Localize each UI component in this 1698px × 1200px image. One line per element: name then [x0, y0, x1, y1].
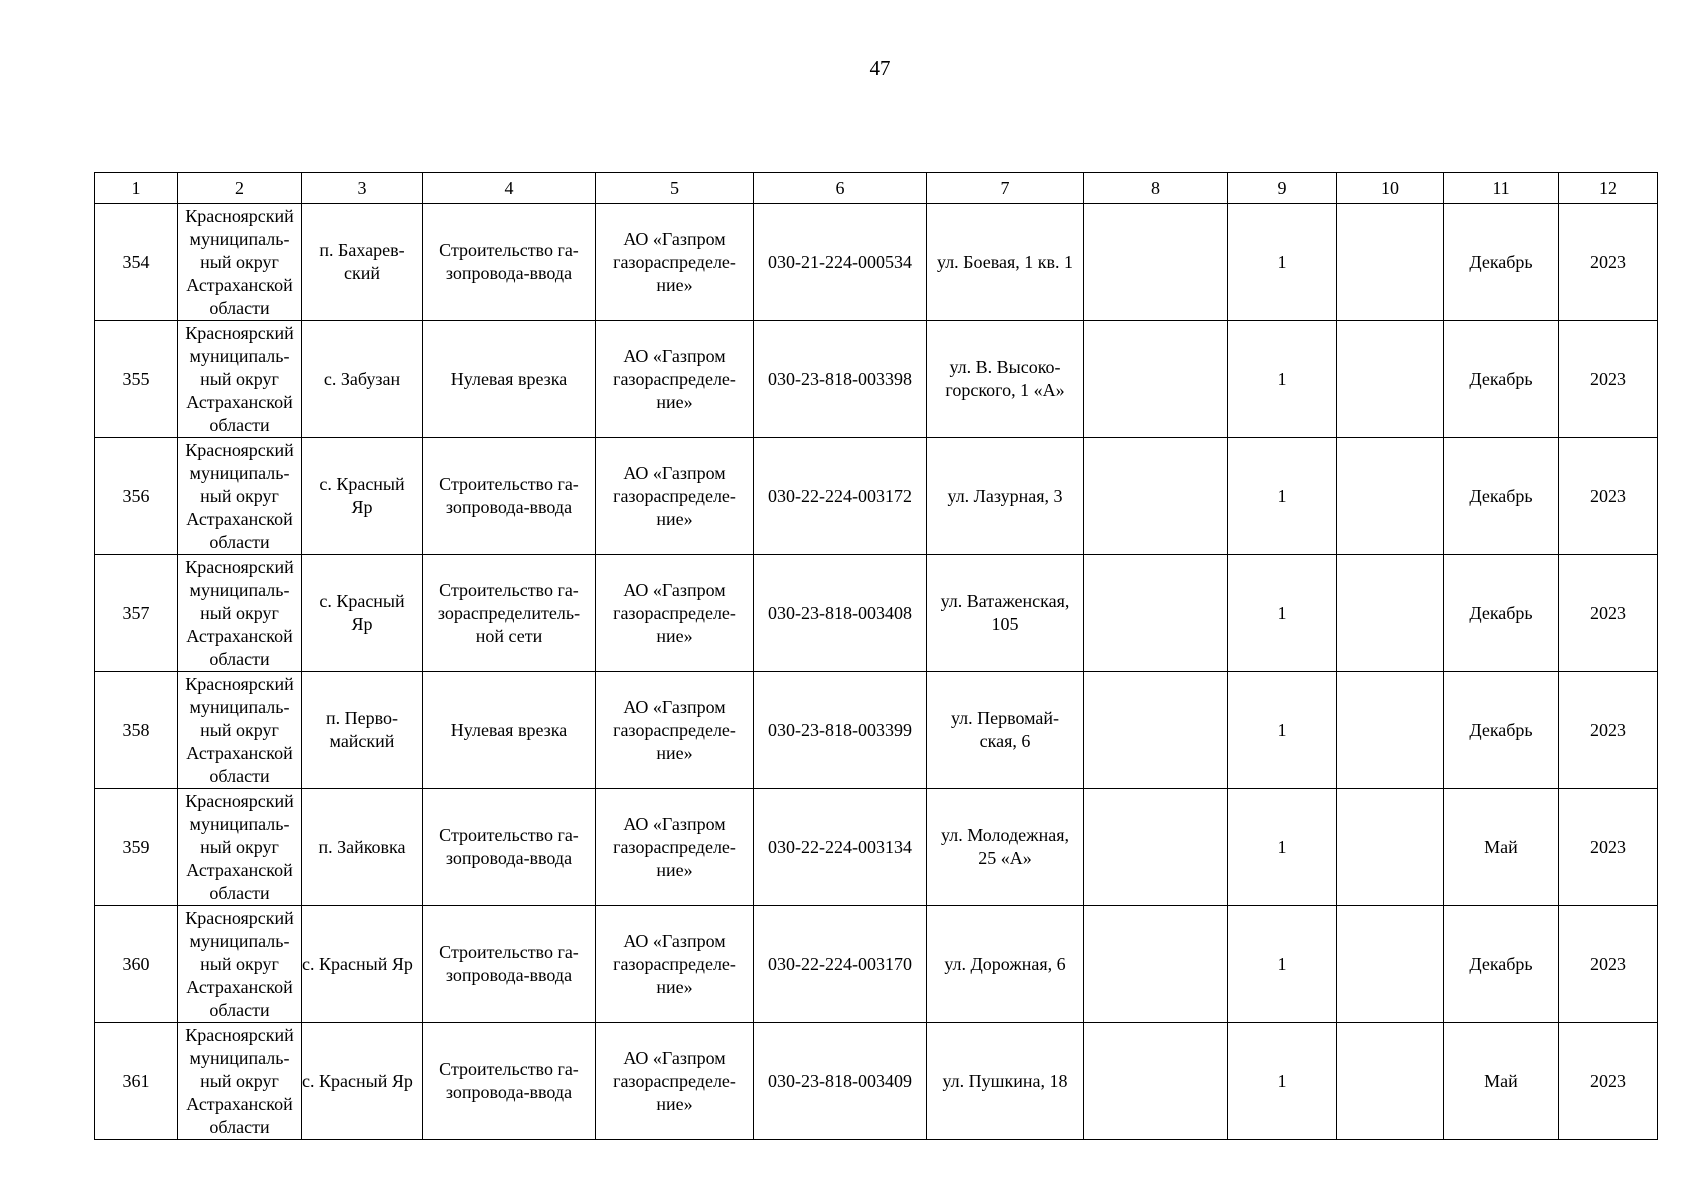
- cell-text: Красноярский муниципаль- ный округ Астраханской области: [185, 556, 294, 669]
- cell-work-type: [423, 906, 596, 1023]
- cell-text: АО «Газпром газораспределе- ние»: [613, 813, 736, 880]
- cell-organization: [596, 438, 754, 555]
- cell-settlement: [302, 906, 423, 1023]
- cell-organization: [596, 1023, 754, 1140]
- cell-address: [927, 555, 1084, 672]
- cell-settlement: [302, 321, 423, 438]
- cell-address: [927, 1023, 1084, 1140]
- cell-text: АО «Газпром газораспределе- ние»: [613, 462, 736, 529]
- cell-address: [927, 438, 1084, 555]
- table-body: [95, 204, 1658, 1140]
- cell-column-number: [95, 672, 178, 789]
- cell-text: Нулевая врезка: [450, 719, 568, 740]
- cell-year: [1559, 204, 1658, 321]
- cell-address: [927, 321, 1084, 438]
- cell-settlement: [302, 204, 423, 321]
- cell-object-id: [754, 204, 927, 321]
- cell-quantity: [1228, 672, 1337, 789]
- cell-settlement: [302, 1023, 423, 1140]
- cell-text: Май: [1484, 1070, 1518, 1091]
- cell-text: Май: [1484, 836, 1518, 857]
- column-header-3: 3: [302, 173, 423, 204]
- table-row: [95, 789, 1658, 906]
- cell-col-8: [1084, 789, 1228, 906]
- cell-col-10: [1337, 204, 1444, 321]
- column-header-9: 9: [1228, 173, 1337, 204]
- column-header-12: 12: [1559, 173, 1658, 204]
- cell-col-10: [1337, 906, 1444, 1023]
- cell-organization: [596, 321, 754, 438]
- cell-object-id: [754, 1023, 927, 1140]
- cell-municipality: [178, 555, 302, 672]
- cell-municipality: [178, 321, 302, 438]
- cell-settlement: [302, 789, 423, 906]
- cell-column-number: [95, 438, 178, 555]
- cell-text: ул. Дорожная, 6: [944, 953, 1066, 974]
- cell-quantity: [1228, 204, 1337, 321]
- cell-address: [927, 906, 1084, 1023]
- column-header-6: 6: [754, 173, 927, 204]
- table-row: [95, 906, 1658, 1023]
- cell-column-number: [95, 321, 178, 438]
- cell-address: [927, 204, 1084, 321]
- cell-month: [1444, 438, 1559, 555]
- cell-work-type: [423, 1023, 596, 1140]
- cell-text: 030-22-224-003134: [768, 836, 912, 857]
- table-row: [95, 1023, 1658, 1140]
- cell-text: Декабрь: [1469, 953, 1533, 974]
- cell-municipality: [178, 438, 302, 555]
- cell-object-id: [754, 438, 927, 555]
- column-header-8: 8: [1084, 173, 1228, 204]
- cell-col-8: [1084, 438, 1228, 555]
- cell-text: ул. Молодежная, 25 «А»: [941, 825, 1069, 868]
- cell-year: [1559, 789, 1658, 906]
- table-row: [95, 321, 1658, 438]
- cell-text: 1: [1277, 836, 1287, 857]
- cell-text: 030-21-224-000534: [768, 251, 912, 272]
- cell-text: 2023: [1590, 602, 1626, 623]
- cell-text: Красноярский муниципаль- ный округ Астраханской области: [185, 439, 294, 552]
- cell-text: 2023: [1590, 953, 1626, 974]
- cell-text: ул. Ватаженская, 105: [940, 591, 1070, 634]
- column-header-11: 11: [1444, 173, 1559, 204]
- cell-text: 2023: [1590, 719, 1626, 740]
- cell-text: Красноярский муниципаль- ный округ Астраханской области: [185, 790, 294, 903]
- cell-object-id: [754, 906, 927, 1023]
- cell-municipality: [178, 204, 302, 321]
- table-row: [95, 672, 1658, 789]
- cell-text: 2023: [1590, 1070, 1626, 1091]
- cell-quantity: [1228, 906, 1337, 1023]
- cell-year: [1559, 438, 1658, 555]
- cell-quantity: [1228, 438, 1337, 555]
- cell-quantity: [1228, 321, 1337, 438]
- cell-text: 2023: [1590, 251, 1626, 272]
- cell-col-10: [1337, 438, 1444, 555]
- cell-text: 356: [122, 485, 150, 506]
- cell-year: [1559, 555, 1658, 672]
- cell-organization: [596, 555, 754, 672]
- cell-text: 1: [1277, 602, 1287, 623]
- cell-text: АО «Газпром газораспределе- ние»: [613, 930, 736, 997]
- cell-text: Строительство га- зопровода-ввода: [439, 1059, 579, 1102]
- cell-month: [1444, 672, 1559, 789]
- cell-text: 2023: [1590, 836, 1626, 857]
- table-row: [95, 204, 1658, 321]
- cell-col-10: [1337, 321, 1444, 438]
- cell-text: 361: [122, 1070, 150, 1091]
- column-header-5: 5: [596, 173, 754, 204]
- cell-text: с. Красный Яр: [302, 953, 413, 974]
- cell-text: ул. Лазурная, 3: [947, 485, 1063, 506]
- cell-text: АО «Газпром газораспределе- ние»: [613, 696, 736, 763]
- cell-quantity: [1228, 789, 1337, 906]
- cell-text: 354: [122, 251, 150, 272]
- cell-text: АО «Газпром газораспределе- ние»: [613, 579, 736, 646]
- table-row: [95, 438, 1658, 555]
- cell-work-type: [423, 789, 596, 906]
- cell-year: [1559, 672, 1658, 789]
- cell-text: п. Бахарев- ский: [319, 240, 405, 283]
- cell-text: Строительство га- зопровода-ввода: [439, 942, 579, 985]
- cell-municipality: [178, 1023, 302, 1140]
- cell-text: ул. Пушкина, 18: [942, 1070, 1068, 1091]
- cell-text: АО «Газпром газораспределе- ние»: [613, 345, 736, 412]
- cell-text: с. Забузан: [323, 368, 401, 389]
- cell-address: [927, 789, 1084, 906]
- cell-settlement: [302, 672, 423, 789]
- cell-text: Красноярский муниципаль- ный округ Астраханской области: [185, 1024, 294, 1137]
- column-header-10: 10: [1337, 173, 1444, 204]
- cell-text: 2023: [1590, 368, 1626, 389]
- cell-col-8: [1084, 321, 1228, 438]
- cell-text: 360: [122, 953, 150, 974]
- cell-municipality: [178, 789, 302, 906]
- cell-text: АО «Газпром газораспределе- ние»: [613, 228, 736, 295]
- cell-col-10: [1337, 672, 1444, 789]
- cell-text: 357: [122, 602, 150, 623]
- column-header-4: 4: [423, 173, 596, 204]
- cell-text: ул. Первомай- ская, 6: [950, 708, 1060, 751]
- column-header-7: 7: [927, 173, 1084, 204]
- cell-text: Красноярский муниципаль- ный округ Астраханской области: [185, 205, 294, 318]
- cell-settlement: [302, 555, 423, 672]
- cell-month: [1444, 1023, 1559, 1140]
- cell-text: 030-23-818-003409: [768, 1070, 912, 1091]
- cell-address: [927, 672, 1084, 789]
- cell-text: 030-22-224-003170: [768, 953, 912, 974]
- cell-column-number: [95, 204, 178, 321]
- cell-text: Декабрь: [1469, 368, 1533, 389]
- cell-quantity: [1228, 1023, 1337, 1140]
- header-row: [95, 173, 1658, 204]
- cell-work-type: [423, 321, 596, 438]
- cell-text: 2023: [1590, 485, 1626, 506]
- cell-month: [1444, 555, 1559, 672]
- cell-column-number: [95, 906, 178, 1023]
- cell-text: с. Красный Яр: [319, 474, 405, 517]
- column-header-2: 2: [178, 173, 302, 204]
- cell-year: [1559, 321, 1658, 438]
- cell-text: 030-23-818-003398: [768, 368, 912, 389]
- cell-work-type: [423, 555, 596, 672]
- cell-text: Декабрь: [1469, 719, 1533, 740]
- cell-text: 355: [122, 368, 150, 389]
- cell-month: [1444, 906, 1559, 1023]
- cell-text: 1: [1277, 953, 1287, 974]
- cell-municipality: [178, 672, 302, 789]
- cell-text: с. Красный Яр: [302, 1070, 413, 1091]
- cell-text: 358: [122, 719, 150, 740]
- cell-object-id: [754, 672, 927, 789]
- cell-text: 1: [1277, 251, 1287, 272]
- cell-text: Нулевая врезка: [450, 368, 568, 389]
- cell-month: [1444, 789, 1559, 906]
- cell-text: 1: [1277, 719, 1287, 740]
- cell-text: 1: [1277, 1070, 1287, 1091]
- table-row: [95, 555, 1658, 672]
- cell-text: 030-22-224-003172: [768, 485, 912, 506]
- cell-month: [1444, 204, 1559, 321]
- cell-col-8: [1084, 672, 1228, 789]
- cell-column-number: [95, 555, 178, 672]
- cell-object-id: [754, 555, 927, 672]
- cell-text: 1: [1277, 485, 1287, 506]
- cell-year: [1559, 1023, 1658, 1140]
- cell-text: Строительство га- зопровода-ввода: [439, 825, 579, 868]
- cell-settlement: [302, 438, 423, 555]
- cell-text: с. Красный Яр: [319, 591, 405, 634]
- cell-text: 030-23-818-003399: [768, 719, 912, 740]
- cell-organization: [596, 906, 754, 1023]
- cell-work-type: [423, 672, 596, 789]
- cell-month: [1444, 321, 1559, 438]
- cell-text: Красноярский муниципаль- ный округ Астраханской области: [185, 322, 294, 435]
- cell-column-number: [95, 1023, 178, 1140]
- cell-text: п. Зайковка: [318, 836, 406, 857]
- cell-text: Строительство га- зораспределитель- ной сети: [437, 579, 581, 646]
- cell-text: Декабрь: [1469, 602, 1533, 623]
- cell-text: 359: [122, 836, 150, 857]
- cell-municipality: [178, 906, 302, 1023]
- register-table: [94, 172, 1658, 1140]
- cell-column-number: [95, 789, 178, 906]
- cell-text: ул. Боевая, 1 кв. 1: [936, 251, 1073, 272]
- cell-organization: [596, 672, 754, 789]
- cell-organization: [596, 204, 754, 321]
- cell-text: Красноярский муниципаль- ный округ Астраханской области: [185, 673, 294, 786]
- cell-text: Строительство га- зопровода-ввода: [439, 240, 579, 283]
- cell-col-10: [1337, 1023, 1444, 1140]
- cell-text: Декабрь: [1469, 485, 1533, 506]
- cell-col-8: [1084, 1023, 1228, 1140]
- cell-col-10: [1337, 555, 1444, 672]
- cell-work-type: [423, 204, 596, 321]
- cell-text: Декабрь: [1469, 251, 1533, 272]
- cell-col-8: [1084, 555, 1228, 672]
- column-header-1: 1: [95, 173, 178, 204]
- cell-object-id: [754, 789, 927, 906]
- page-number: 47: [869, 56, 891, 80]
- cell-text: п. Перво- майский: [326, 708, 398, 751]
- cell-text: 030-23-818-003408: [768, 602, 912, 623]
- cell-text: ул. В. Высоко- горского, 1 «А»: [945, 357, 1065, 400]
- cell-work-type: [423, 438, 596, 555]
- cell-object-id: [754, 321, 927, 438]
- cell-quantity: [1228, 555, 1337, 672]
- cell-col-10: [1337, 789, 1444, 906]
- cell-col-8: [1084, 906, 1228, 1023]
- cell-text: Красноярский муниципаль- ный округ Астраханской области: [185, 907, 294, 1020]
- cell-year: [1559, 906, 1658, 1023]
- cell-text: 1: [1277, 368, 1287, 389]
- cell-text: АО «Газпром газораспределе- ние»: [613, 1047, 736, 1114]
- cell-organization: [596, 789, 754, 906]
- cell-col-8: [1084, 204, 1228, 321]
- cell-text: Строительство га- зопровода-ввода: [439, 474, 579, 517]
